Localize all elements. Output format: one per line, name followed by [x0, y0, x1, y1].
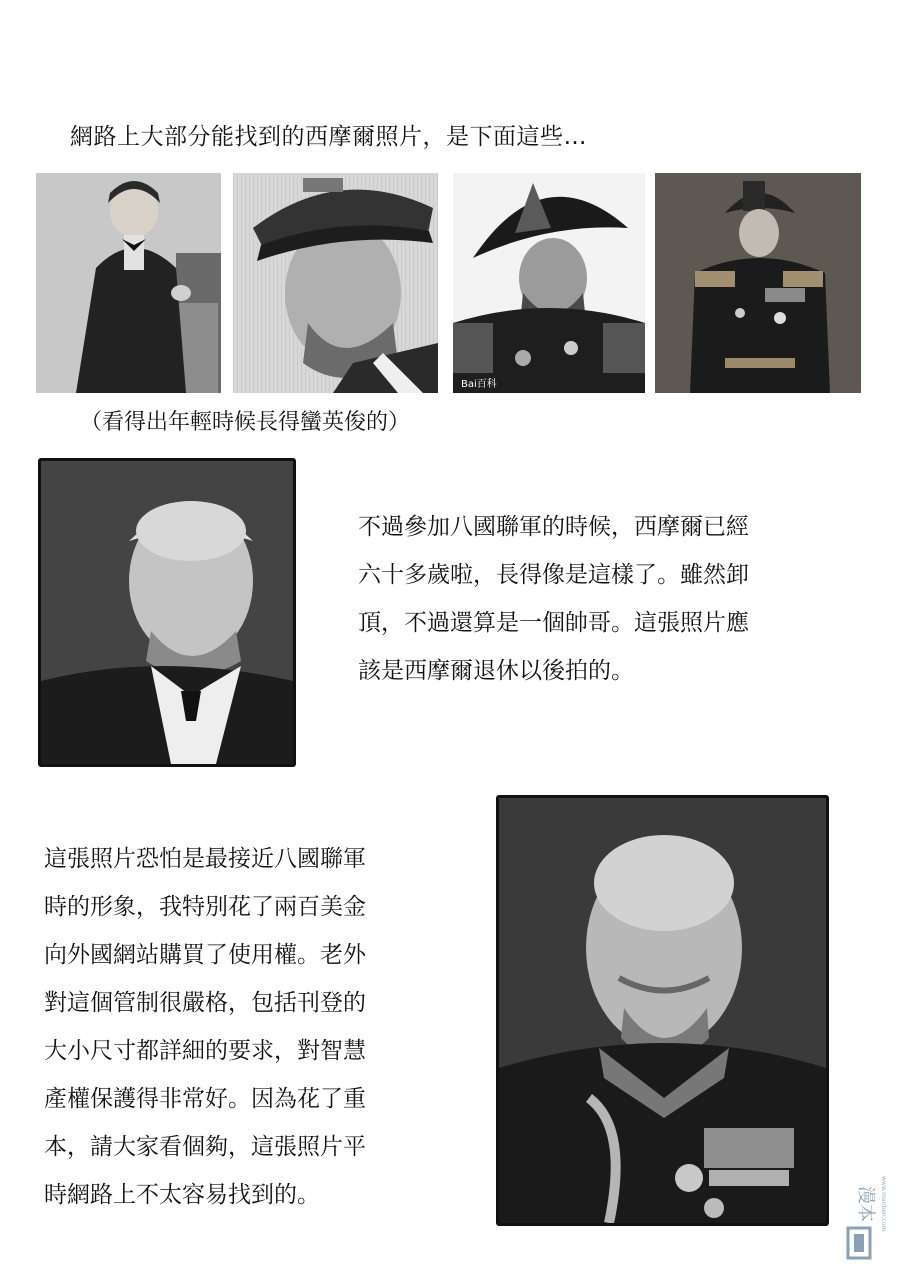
portrait-uniform-photo	[496, 795, 829, 1226]
baike-watermark: Bai百科	[461, 379, 497, 390]
section2-line: 本，請大家看個夠，這張照片平	[44, 1134, 366, 1160]
photo-full-dress-uniform	[655, 173, 861, 393]
section1-line: 六十多歲啦，長得像是這樣了。雖然卸	[358, 562, 749, 588]
section1-text	[358, 503, 749, 695]
portrait-retired-photo	[38, 458, 296, 767]
manben-watermark-logo	[846, 1166, 890, 1262]
photo-bicorne-hat-uniform	[453, 173, 645, 393]
section1-line: 頂，不過還算是一個帥哥。這張照片應	[358, 610, 749, 636]
section2-line: 對這個管制很嚴格，包括刊登的	[44, 990, 366, 1016]
watermark-text: 漫本	[855, 1186, 876, 1222]
section2-line: 時網路上不太容易找到的。	[44, 1182, 320, 1208]
section1-line: 該是西摩爾退休以後拍的。	[358, 658, 634, 684]
section2-text	[44, 835, 366, 1219]
section2-line: 產權保護得非常好。因為花了重	[44, 1086, 366, 1112]
section2-line: 大小尺寸都詳細的要求，對智慧	[44, 1038, 366, 1064]
watermark-url: www.manben.com	[880, 1176, 887, 1232]
photo-engraving-officer-cap	[233, 173, 438, 393]
page-heading: 網路上大部分能找到的西摩爾照片，是下面這些…	[70, 124, 587, 150]
section1-line: 不過參加八國聯軍的時候，西摩爾已經	[358, 514, 749, 540]
section2-line: 向外國網站購買了使用權。老外	[44, 942, 366, 968]
photo-young-boy-seated	[36, 173, 221, 393]
photo-caption: （看得出年輕時候長得蠻英俊的）	[80, 410, 411, 435]
section2-line: 這張照片恐怕是最接近八國聯軍	[44, 846, 366, 872]
section2-line: 時的形象，我特別花了兩百美金	[44, 894, 366, 920]
